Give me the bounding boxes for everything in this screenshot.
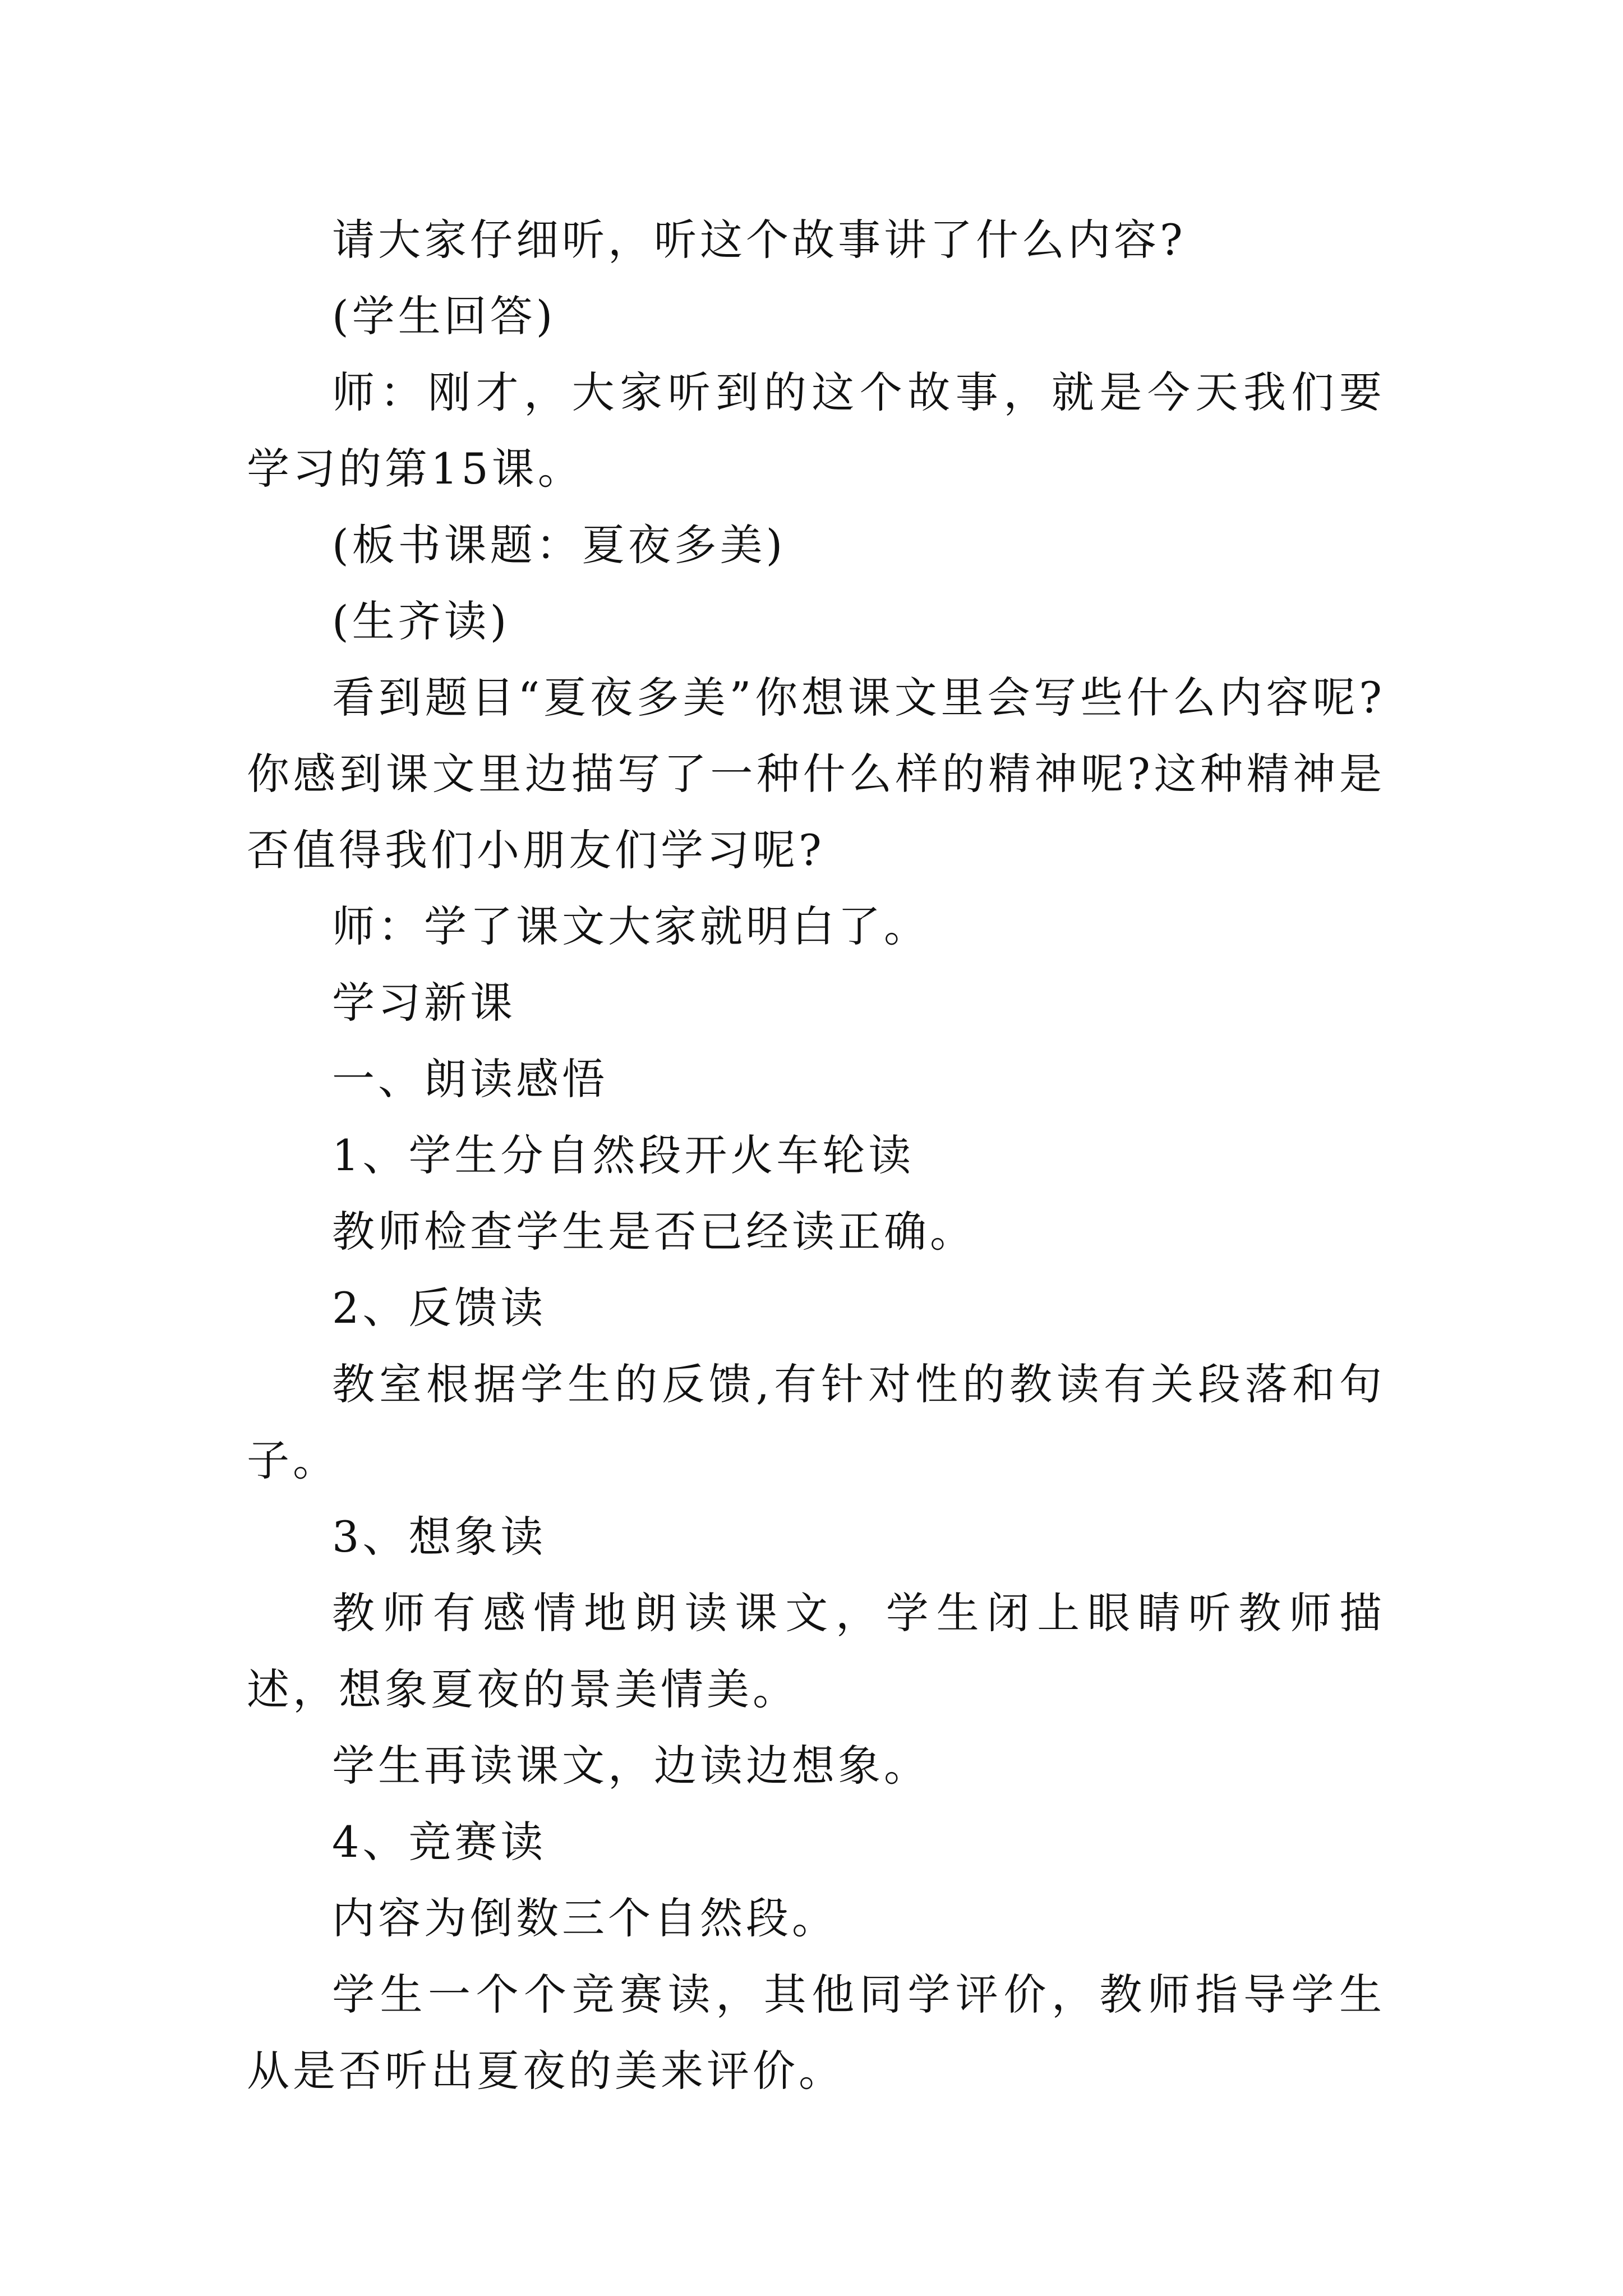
paragraph: 师：学了课文大家就明白了。 [332,901,930,951]
paragraph: 教师有感情地朗读课文，学生闭上眼睛听教师描述，想象夏夜的景美情美。 [247,1588,1385,1714]
paragraph: (生齐读) [332,596,510,646]
paragraph: 内容为倒数三个自然段。 [332,1893,838,1943]
list-item: 2、反馈读 [332,1283,547,1333]
list-item: 1、学生分自然段开火车轮读 [332,1130,915,1180]
section-heading: 学习新课 [332,978,516,1028]
paragraph: 师：刚才，大家听到的这个故事，就是今天我们要学习的第15课。 [247,367,1385,494]
list-item: 3、想象读 [332,1512,547,1562]
paragraph: 看到题目“夏夜多美”你想课文里会写些什么内容呢?你感到课文里边描写了一种什么样的精神呢?这种精神是否值得我们小朋友们学习呢? [247,673,1385,875]
subsection-heading: 一、朗读感悟 [332,1054,608,1104]
document-body [247,202,1385,2109]
paragraph: (学生回答) [332,291,556,341]
paragraph: 教师检查学生是否已经读正确。 [332,1207,976,1257]
paragraph: 教室根据学生的反馈,有针对性的教读有关段落和句子。 [247,1359,1385,1485]
list-item: 4、竞赛读 [332,1817,547,1867]
paragraph: 学生再读课文，边读边想象。 [332,1741,930,1791]
paragraph: 学生一个个竞赛读，其他同学评价，教师指导学生从是否听出夏夜的美来评价。 [247,1970,1385,2096]
paragraph: 请大家仔细听，听这个故事讲了什么内容? [332,215,1186,265]
paragraph: (板书课题：夏夜多美) [332,520,786,570]
